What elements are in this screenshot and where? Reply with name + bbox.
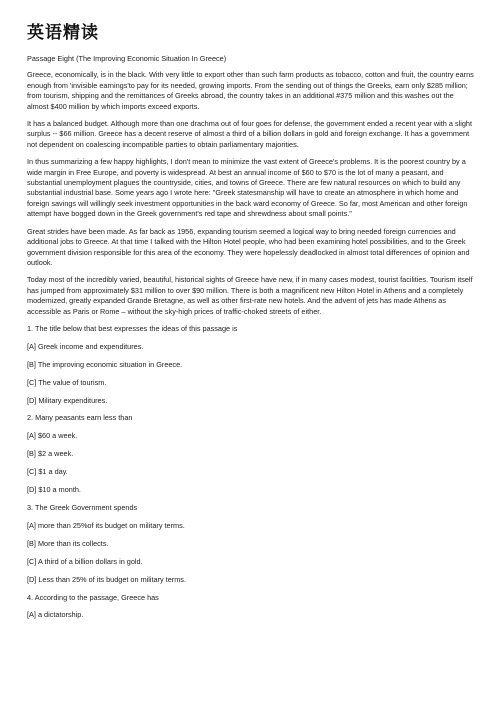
paragraph: In thus summarizing a few happy highlights, I don't mean to minimize the vast extent of Greece's problems. It is the poorest country by a wide margin in Free Europe, and poverty is widespread. At best an annual income of $60 to $70 is the lot of many a peasant, and substantial unemployment plagues the countryside, cities, and towns of Greece. There are few natural resources on which to build any substantial industrial base. Some years ago I wrote here: "Greek statesmanship will have to create an atmosphere in which home and foreign savings will willingly seek investment opportunities in the back ward economy of Greece. So far, most American and other foreign attempt have bogged down in the Greek government's red tape and shrewdness about small points." xyxy=(27,157,468,219)
passage-subtitle: Passage Eight (The Improving Economic Situation In Greece) xyxy=(27,54,227,63)
question-stem: 2. Many peasants earn less than xyxy=(27,413,133,423)
answer-option: [B] $2 a week. xyxy=(27,449,74,459)
answer-option: [C] The value of tourism. xyxy=(27,377,107,387)
answer-option: [C] A third of a billion dollars in gold. xyxy=(27,556,143,566)
paragraph: Greece, economically, is in the black. With very little to export other than such farm products as tobacco, cotton and fruit, the country earns enough from 'invisible earnings'to pay for its needed, growing imports. From the sending out of things the Greeks, earn only $285 million; from tourism, shipping and the remittances of Greeks abroad, the country takes in an additional #375 million and this washes out the almost $400 million by which imports exceed exports. xyxy=(27,70,474,111)
answer-option: [B] The improving economic situation in Greece. xyxy=(27,359,183,369)
answer-option: [C] $1 a day. xyxy=(27,467,68,477)
question-stem: 1. The title below that best expresses the ideas of this passage is xyxy=(27,323,238,333)
answer-option: [D] Military expenditures. xyxy=(27,395,108,405)
answer-option: [A] more than 25%of its budget on military terms. xyxy=(27,520,185,530)
page-title: 英语精读 xyxy=(27,23,99,43)
paragraph: Great strides have been made. As far back as 1956, expanding tourism seemed a logical way to bring needed foreign currencies and additional jobs to Greece. At that time I talked with the Hilton Hotel people, who had been examining hotel possibilities, and to the Greek government division responsible for this area of the economy. They were hopelessly deadlocked in almost total differences of opinion and outlook. xyxy=(27,226,470,267)
answer-option: [A] a dictatorship. xyxy=(27,610,84,620)
paragraph: It has a balanced budget. Although more than one drachma out of four goes for defense, the government ended a recent year with a slight surplus -- $66 million. Greece has a decent reserve of almost a third of a billion dollars in gold and foreign exchange. It has a government not dependent on coalescing incompatible parties to obtain parliamentary majorities. xyxy=(27,119,472,149)
answer-option: [D] Less than 25% of its budget on military terms. xyxy=(27,574,186,584)
answer-option: [B] More than its collects. xyxy=(27,538,109,548)
answer-option: [D] $10 a month. xyxy=(27,485,81,495)
paragraph: Today most of the incredibly varied, beautiful, historical sights of Greece have new, if in many cases modest, tourist facilities. Tourism itself has jumped from approximately $31 million to over $90 million. There is both a magnificent new Hilton Hotel in Athens and a completely modernized, greatly expanded Grande Bretagne, as well as other first-rate new hotels. And the advent of jets has made Athens as accessible as Paris or Rome – without the sky-high prices of traffic-choked streets of either. xyxy=(27,275,473,316)
question-stem: 4. According to the passage, Greece has xyxy=(27,592,159,602)
answer-option: [A] $60 a week. xyxy=(27,431,78,441)
answer-option: [A] Greek income and expenditures. xyxy=(27,341,144,351)
question-stem: 3. The Greek Government spends xyxy=(27,503,138,512)
